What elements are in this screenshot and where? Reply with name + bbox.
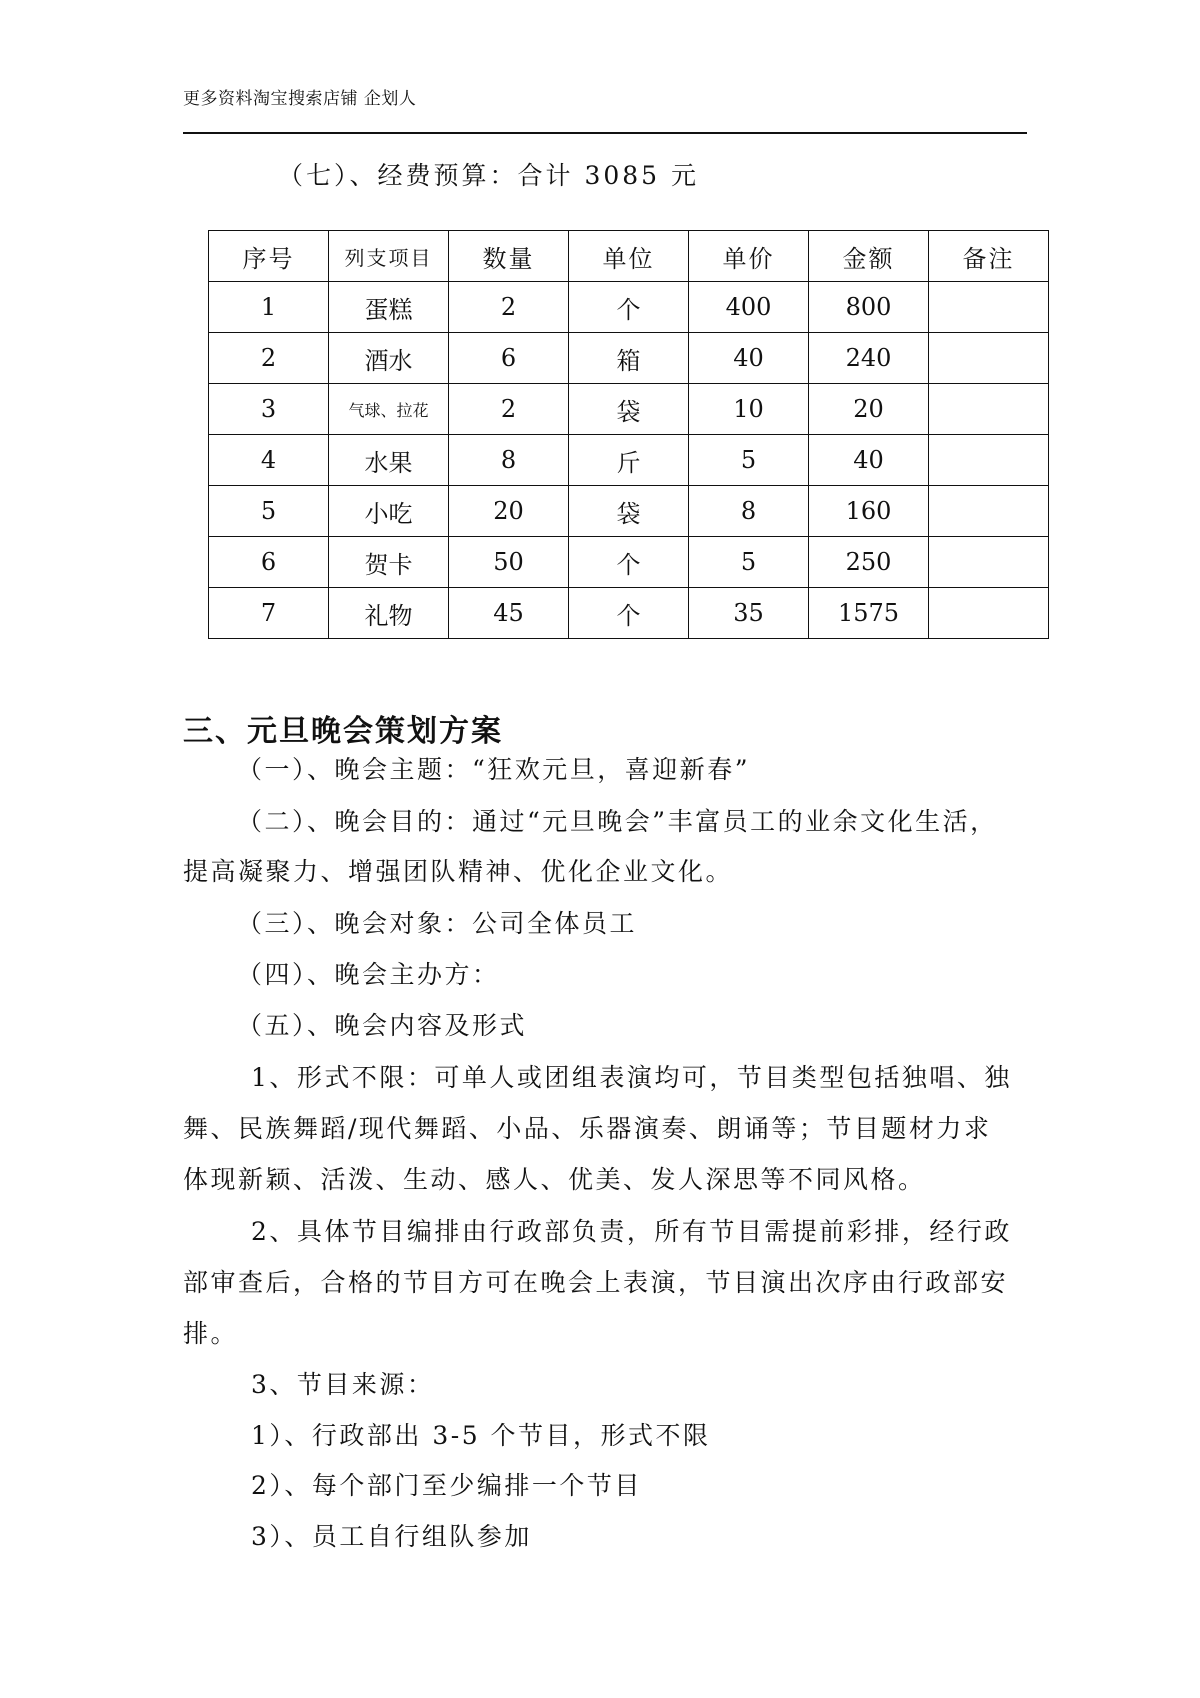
table-cell: 2 — [209, 333, 329, 384]
table-cell: 45 — [449, 588, 569, 639]
budget-table — [208, 230, 1049, 639]
column-header: 序号 — [209, 231, 329, 282]
column-header: 列支项目 — [329, 231, 449, 282]
column-header: 备注 — [929, 231, 1049, 282]
table-cell: 1575 — [809, 588, 929, 639]
table-cell: 水果 — [329, 435, 449, 486]
paragraph-line: （四）、晚会主办方： — [237, 960, 500, 989]
paragraph-line: 舞、民族舞蹈/现代舞蹈、小品、乐器演奏、朗诵等；节目题材力求 — [183, 1114, 992, 1143]
paragraph-line: 3）、员工自行组队参加 — [251, 1522, 532, 1551]
table-cell — [929, 537, 1049, 588]
table-cell: 5 — [209, 486, 329, 537]
table-cell — [929, 384, 1049, 435]
paragraph-line: 部审查后，合格的节目方可在晚会上表演，节目演出次序由行政部安 — [183, 1268, 1009, 1297]
table-cell: 贺卡 — [329, 537, 449, 588]
table-cell: 400 — [689, 282, 809, 333]
table-cell: 斤 — [569, 435, 689, 486]
table-row — [209, 588, 1049, 639]
table-cell: 6 — [209, 537, 329, 588]
table-cell: 35 — [689, 588, 809, 639]
table-cell: 蛋糕 — [329, 282, 449, 333]
table-cell: 2 — [449, 282, 569, 333]
paragraph-line: 提高凝聚力、增强团队精神、优化企业文化。 — [183, 857, 734, 886]
table-cell: 箱 — [569, 333, 689, 384]
table-row — [209, 486, 1049, 537]
table-cell: 8 — [449, 435, 569, 486]
header-divider — [183, 132, 1027, 134]
table-cell: 50 — [449, 537, 569, 588]
table-cell: 2 — [449, 384, 569, 435]
table-cell: 240 — [809, 333, 929, 384]
table-cell: 小吃 — [329, 486, 449, 537]
paragraph-line: 2、具体节目编排由行政部负责，所有节目需提前彩排，经行政 — [251, 1217, 1012, 1246]
table-cell: 个 — [569, 282, 689, 333]
paragraph-line: （二）、晚会目的：通过“元旦晚会”丰富员工的业余文化生活， — [237, 807, 998, 836]
paragraph-line: 体现新颖、活泼、生动、感人、优美、发人深思等不同风格。 — [183, 1165, 926, 1194]
table-cell: 10 — [689, 384, 809, 435]
paragraph-line: 3、节目来源： — [251, 1370, 435, 1399]
table-cell — [929, 588, 1049, 639]
table-row — [209, 435, 1049, 486]
paragraph-line: 2）、每个部门至少编排一个节目 — [251, 1471, 642, 1500]
table-cell: 7 — [209, 588, 329, 639]
table-cell — [929, 486, 1049, 537]
table-header-row — [209, 231, 1049, 282]
table-cell — [929, 282, 1049, 333]
table-cell: 160 — [809, 486, 929, 537]
paragraph-line: （五）、晚会内容及形式 — [237, 1011, 528, 1040]
table-cell: 5 — [689, 435, 809, 486]
table-row — [209, 537, 1049, 588]
table-row — [209, 384, 1049, 435]
column-header: 数量 — [449, 231, 569, 282]
table-row — [209, 333, 1049, 384]
budget-heading: （七）、经费预算：合计 3085 元 — [278, 161, 700, 190]
column-header: 金额 — [809, 231, 929, 282]
paragraph-line: 1、形式不限：可单人或团组表演均可，节目类型包括独唱、独 — [251, 1063, 1012, 1092]
table-cell — [929, 435, 1049, 486]
table-cell: 40 — [689, 333, 809, 384]
table-cell: 3 — [209, 384, 329, 435]
table-cell: 袋 — [569, 384, 689, 435]
table-cell — [929, 333, 1049, 384]
table-cell: 250 — [809, 537, 929, 588]
table-cell: 礼物 — [329, 588, 449, 639]
table-cell: 20 — [809, 384, 929, 435]
table-row — [209, 282, 1049, 333]
table-cell: 40 — [809, 435, 929, 486]
table-cell: 4 — [209, 435, 329, 486]
table-cell: 800 — [809, 282, 929, 333]
table-cell: 5 — [689, 537, 809, 588]
paragraph-line: （三）、晚会对象：公司全体员工 — [237, 909, 638, 938]
table-cell: 8 — [689, 486, 809, 537]
paragraph-line: 排。 — [183, 1319, 239, 1348]
table-cell: 气球、拉花 — [329, 384, 449, 435]
table-cell: 1 — [209, 282, 329, 333]
paragraph-line: 1）、行政部出 3-5 个节目，形式不限 — [251, 1421, 711, 1450]
table-cell: 个 — [569, 588, 689, 639]
table-cell: 袋 — [569, 486, 689, 537]
paragraph-line: （一）、晚会主题：“狂欢元旦，喜迎新春” — [237, 755, 751, 784]
section-title: 三、元旦晚会策划方案 — [183, 714, 503, 749]
table-cell: 20 — [449, 486, 569, 537]
column-header: 单位 — [569, 231, 689, 282]
table-cell: 酒水 — [329, 333, 449, 384]
column-header: 单价 — [689, 231, 809, 282]
header-text: 更多资料淘宝搜索店铺 企划人 — [183, 89, 417, 109]
table-cell: 个 — [569, 537, 689, 588]
table-cell: 6 — [449, 333, 569, 384]
